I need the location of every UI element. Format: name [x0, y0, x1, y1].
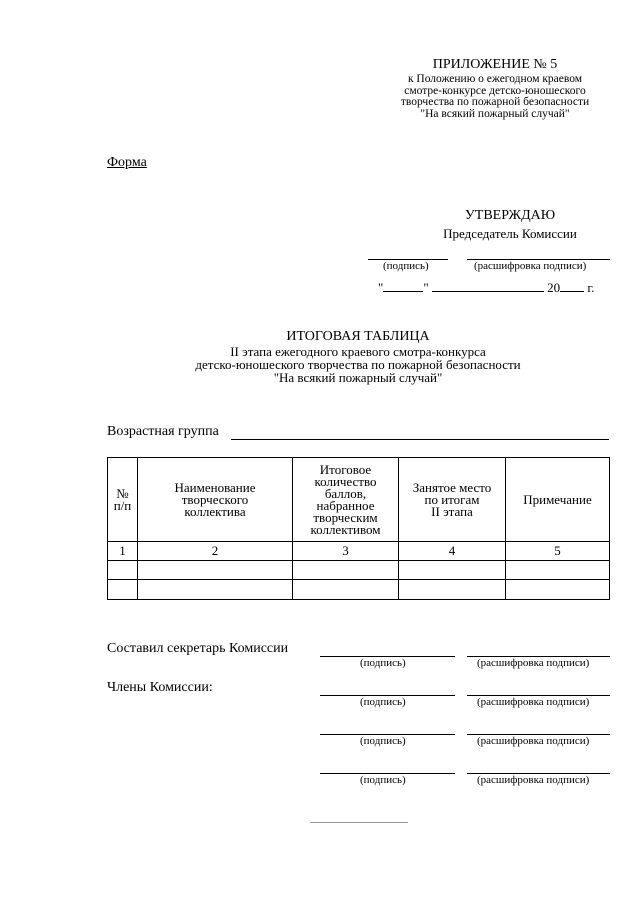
results-table: [107, 457, 610, 600]
header-text: Итоговое: [319, 461, 372, 477]
date-month-field[interactable]: [432, 280, 544, 292]
header-text: Занятое место: [412, 479, 492, 495]
signature-caption: (подпись): [360, 774, 406, 786]
table-row: [108, 561, 610, 580]
decipher-caption: (расшифровка подписи): [474, 260, 587, 272]
header-place: [399, 458, 506, 542]
decipher-caption: (расшифровка подписи): [477, 657, 590, 669]
age-group-field[interactable]: [231, 439, 609, 440]
header-text: Наименование: [174, 479, 256, 495]
header-number: [108, 458, 138, 542]
signature-caption: (подпись): [360, 735, 406, 747]
table-header-row: [108, 458, 610, 542]
title-line: детско-юношеского творчества по пожарной безопасности: [195, 357, 521, 372]
table-cell[interactable]: [293, 580, 399, 600]
signature-caption: (подпись): [383, 260, 429, 272]
title-main: ИТОГОВАЯ ТАБЛИЦА: [286, 329, 430, 344]
header-text: по итогам: [424, 491, 480, 507]
table-cell[interactable]: [506, 561, 610, 580]
date-day-field[interactable]: [383, 280, 423, 292]
approve-title: УТВЕРЖДАЮ: [464, 208, 556, 223]
header-text: Примечание: [523, 491, 592, 507]
secretary-label: Составил секретарь Комиссии: [107, 641, 289, 656]
signature-caption: (подпись): [360, 696, 406, 708]
date-year-prefix: 20: [547, 280, 561, 295]
column-number: 3: [293, 542, 399, 561]
header-text: II этапа: [431, 503, 473, 519]
column-number: 4: [399, 542, 506, 561]
table-cell[interactable]: [138, 561, 293, 580]
appendix-line: "На всякий пожарный случай": [420, 107, 570, 120]
table-cell[interactable]: [399, 561, 506, 580]
date-quote-open: ": [378, 280, 384, 295]
column-number: 1: [108, 542, 138, 561]
date-suffix: г.: [587, 280, 595, 295]
column-number: 2: [138, 542, 293, 561]
title-line: II этапа ежегодного краевого смотра-конкурса: [230, 344, 486, 359]
header-text: №: [116, 485, 129, 501]
column-number: 5: [506, 542, 610, 561]
header-text: коллективом: [310, 521, 381, 537]
approval-date: [378, 280, 595, 296]
appendix-line: смотре-конкурсе детско-юношеского: [404, 84, 586, 97]
header-note: [506, 458, 610, 542]
header-text: количество: [314, 473, 377, 489]
date-year-field[interactable]: [560, 280, 584, 292]
members-label: Члены Комиссии:: [107, 680, 213, 695]
decipher-caption: (расшифровка подписи): [477, 774, 590, 786]
table-row: [108, 580, 610, 600]
header-text: коллектива: [184, 503, 246, 519]
decipher-caption: (расшифровка подписи): [477, 735, 590, 747]
header-text: баллов,: [324, 485, 367, 501]
approve-subtitle: Председатель Комиссии: [443, 226, 577, 241]
signature-caption: (подпись): [360, 657, 406, 669]
date-quote-close: ": [423, 280, 429, 295]
age-group-label: Возрастная группа: [107, 424, 219, 439]
table-cell[interactable]: [399, 580, 506, 600]
decipher-caption: (расшифровка подписи): [477, 696, 590, 708]
header-text: набранное: [316, 497, 375, 513]
appendix-line: творчества по пожарной безопасности: [400, 96, 590, 108]
header-text: творческого: [181, 491, 249, 507]
footer-divider: [310, 822, 408, 823]
appendix-header: [390, 56, 600, 120]
table-cell[interactable]: [108, 561, 138, 580]
table-cell[interactable]: [506, 580, 610, 600]
form-label: Форма: [107, 155, 147, 170]
table-number-row: [108, 542, 610, 561]
header-total-score: [293, 458, 399, 542]
document-title: [107, 328, 609, 384]
table-cell[interactable]: [293, 561, 399, 580]
header-text: п/п: [113, 497, 132, 513]
approval-block: [400, 207, 620, 243]
table-cell[interactable]: [138, 580, 293, 600]
header-text: творческим: [313, 509, 378, 525]
title-line: "На всякий пожарный случай": [273, 370, 443, 385]
header-collective-name: [138, 458, 293, 542]
appendix-line: к Положению о ежегодном краевом: [407, 73, 583, 85]
appendix-title: ПРИЛОЖЕНИЕ № 5: [432, 57, 558, 72]
table-cell[interactable]: [108, 580, 138, 600]
